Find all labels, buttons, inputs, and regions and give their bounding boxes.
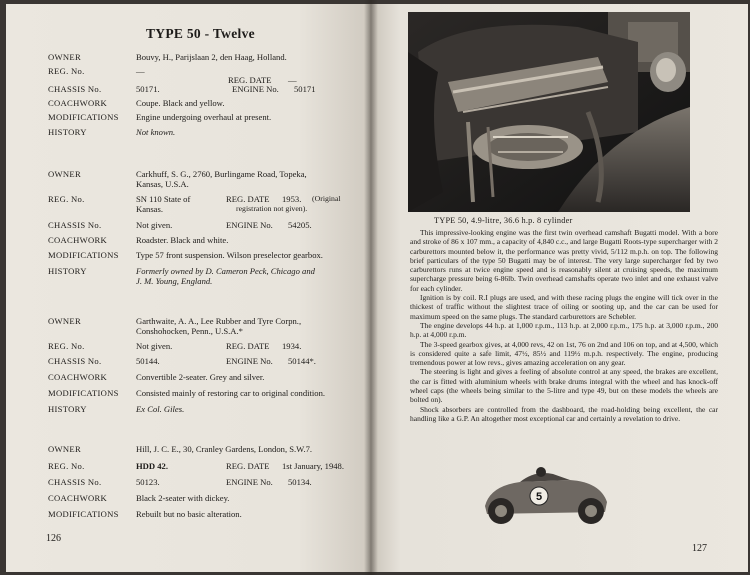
chassis-value: Not given. — [136, 220, 173, 230]
coachwork-value: Roadster. Black and white. — [136, 235, 229, 245]
page-title: TYPE 50 - Twelve — [146, 26, 255, 41]
reg-date-label: REG. DATE — [226, 461, 270, 471]
reg-note-line2: registration not given). — [236, 204, 308, 213]
history-label: HISTORY — [48, 127, 87, 137]
coachwork-label: COACHWORK — [48, 235, 108, 245]
history-value: Formerly owned by D. Cameron Peck, Chicago and — [136, 266, 315, 276]
owner-label: OWNER — [48, 52, 82, 62]
chassis-value: 50123. — [136, 477, 160, 487]
reg-date-value: 1st January, 1948. — [282, 461, 344, 471]
left-page — [6, 4, 371, 572]
paragraph: Ignition is by coil. R.I plugs are used, and with these racing plugs the engine will tick over in the thickest of traffic without the slightest trace of oiling or sooting up, and the car can be used for maximum speed on the same plugs. The standard carburettors are Schebler. — [410, 293, 718, 321]
chassis-label: CHASSIS No. — [48, 84, 102, 94]
chassis-value: 50144. — [136, 356, 160, 366]
owner-value: Garthwaite, A. A., Lee Rubber and Tyre Corpn., — [136, 316, 302, 326]
reg-note: (Original — [312, 194, 341, 203]
owner-value: Bouvy, H., Parijslaan 2, den Haag, Holland. — [136, 52, 287, 62]
engine-label: ENGINE No. — [226, 356, 273, 366]
page-number-left: 126 — [46, 533, 61, 544]
reg-value-line2: Kansas. — [136, 204, 163, 214]
engine-value: 54205. — [288, 220, 312, 230]
paragraph: The 3-speed gearbox gives, at 4,000 revs, 42 on 1st, 76 on 2nd and 106 on top, and at 4,500, which is considered quite a safe limit, 47½, 85½ and 119½ m.p.h. respectively. The engine, producing tremendous power at low revs., gives amazing acceleration on any gear. — [410, 339, 718, 368]
coachwork-label: COACHWORK — [48, 98, 108, 108]
modifications-label: MODIFICATIONS — [48, 112, 119, 122]
coachwork-label: COACHWORK — [48, 493, 108, 503]
history-label: HISTORY — [48, 266, 87, 276]
coachwork-value: Coupe. Black and yellow. — [136, 98, 225, 108]
owner-value: Hill, J. C. E., 30, Cranley Gardens, London, S.W.7. — [136, 444, 313, 454]
history-value: Not known. — [136, 127, 176, 137]
reg-label: REG. No. — [48, 66, 85, 76]
reg-date-label: REG. DATE — [226, 341, 270, 351]
owner-value: Carkhuff, S. G., 2760, Burlingame Road, Topeka, — [136, 169, 307, 179]
reg-label: REG. No. — [48, 341, 85, 351]
modifications-label: MODIFICATIONS — [48, 509, 119, 519]
racecar-illustration — [475, 464, 615, 529]
paragraph: This impressive-looking engine was the first twin overhead camshaft Bugatti model. With a bore and stroke of 86 x 107 mm., a capacity of 4,840 c.c., and large Bugatti Roots-type supercharger with 2 carburettors mounted below it, the performance was pretty vivid, 5/112 m.p.h. on top. The following brief particulars of the type 50 Bugatti may be of interest. The very large supercharger fed by two carburettors runs at twice engine speed and is reasonably silent at cruising speeds, the maximum supercharge pressure being 6-86lb. Twin overhead camshafts operate two inlet and one exhaust valve for each cylinder. — [410, 228, 718, 293]
reg-value: HDD 42. — [136, 461, 168, 471]
reg-date-label: REG. DATE — [228, 75, 272, 85]
engine-photo — [408, 12, 690, 212]
history-value: Ex Col. Giles. — [136, 404, 185, 414]
right-page — [370, 4, 748, 572]
reg-date-value: — — [288, 75, 297, 85]
chassis-label: CHASSIS No. — [48, 477, 102, 487]
reg-date-label: REG. DATE — [226, 194, 270, 204]
reg-value: — — [136, 66, 145, 76]
racecar-number: 5 — [535, 491, 543, 503]
owner-value-line2: Conshohocken, Penn., U.S.A.* — [136, 326, 243, 336]
reg-value: SN 110 State of — [136, 194, 191, 204]
modifications-label: MODIFICATIONS — [48, 388, 119, 398]
coachwork-value: Convertible 2-seater. Grey and silver. — [136, 372, 265, 382]
reg-label: REG. No. — [48, 461, 85, 471]
modifications-label: MODIFICATIONS — [48, 250, 119, 260]
owner-label: OWNER — [48, 169, 82, 179]
owner-label: OWNER — [48, 316, 82, 326]
engine-value: 50171 — [294, 84, 316, 94]
engine-label: ENGINE No. — [232, 84, 279, 94]
reg-date-value: 1934. — [282, 341, 302, 351]
page-number-right: 127 — [692, 543, 707, 554]
engine-label: ENGINE No. — [226, 220, 273, 230]
engine-label: ENGINE No. — [226, 477, 273, 487]
paragraph: The steering is light and gives a feeling of absolute control at any speed, the brakes are excellent, the car is fitted with aluminium wheels with brake drums integral with the wheel and has knock-off wheel caps (the wheels being similar to the 5-litre and type 49, but on these models the wheels are bolted on). — [410, 367, 718, 405]
reg-label: REG. No. — [48, 194, 85, 204]
reg-date-value: 1953. — [282, 194, 302, 204]
coachwork-label: COACHWORK — [48, 372, 108, 382]
reg-value: Not given. — [136, 341, 173, 351]
engine-value: 50134. — [288, 477, 312, 487]
chassis-label: CHASSIS No. — [48, 220, 102, 230]
history-label: HISTORY — [48, 404, 87, 414]
article-body — [410, 228, 718, 423]
paragraph: Shock absorbers are controlled from the dashboard, the road-holding being excellent, the car handling like a G.P. An altogether most exceptional car and certainly a revelation to drive. — [410, 404, 718, 423]
chassis-value: 50171. — [136, 84, 160, 94]
chassis-label: CHASSIS No. — [48, 356, 102, 366]
book-gutter — [364, 0, 378, 575]
paragraph: The engine develops 44 h.p. at 1,000 r.p.m., 113 h.p. at 2,000 r.p.m., 175 h.p. at 3,000 r.p.m., 200 h.p. at 4,000 r.p.m. — [410, 320, 718, 340]
history-value-line2: J. M. Young, England. — [136, 276, 213, 286]
modifications-value: Engine undergoing overhaul at present. — [136, 112, 272, 122]
owner-value-line2: Kansas, U.S.A. — [136, 179, 189, 189]
modifications-value: Type 57 front suspension. Wilson preselector gearbox. — [136, 250, 323, 260]
coachwork-value: Black 2-seater with dickey. — [136, 493, 230, 503]
photo-caption: TYPE 50, 4.9-litre, 36.6 h.p. 8 cylinder — [434, 216, 573, 225]
modifications-value: Consisted mainly of restoring car to original condition. — [136, 388, 326, 398]
modifications-value: Rebuilt but no basic alteration. — [136, 509, 242, 519]
engine-value: 50144*. — [288, 356, 316, 366]
owner-label: OWNER — [48, 444, 82, 454]
